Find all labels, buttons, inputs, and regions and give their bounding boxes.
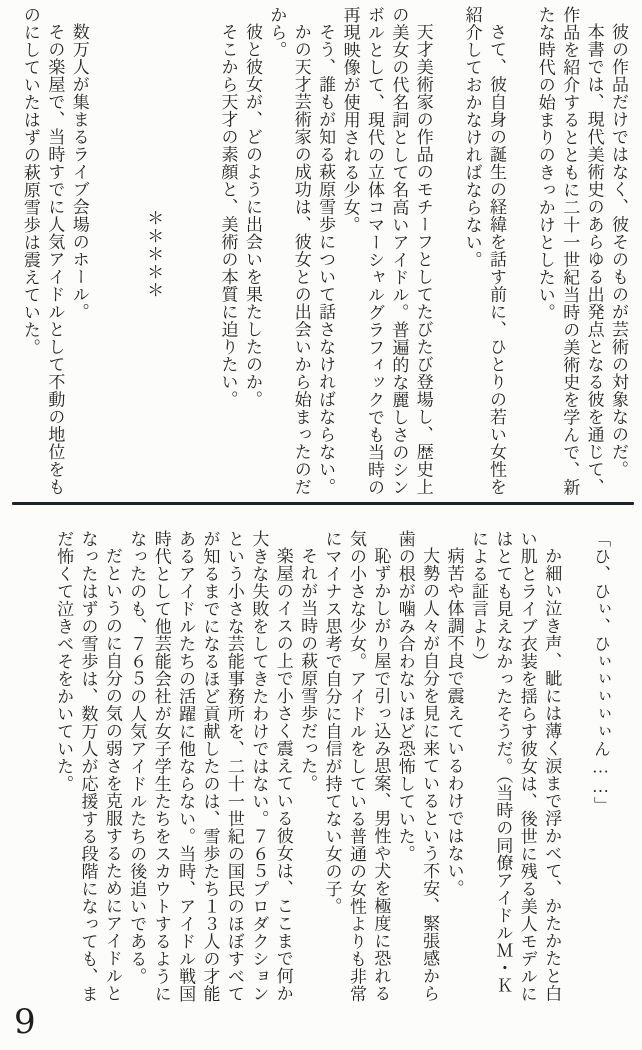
paragraph: 楽屋のイスの上で小さく震えている彼女は、ここまで何か大きな失敗をしてきたわけではない。７６５プロダクションという小さな芸能事務所を、二十一世紀の国民のほぼすべてが知るまでになるほど貢献したのは、雪歩たち１３人の才能あるアイドルたちの活躍に他ならない。当時、アイドル戦国時代として他芸能会社が女子学生たちをスカウトするようになったのも、７６５の人気アイドルたちの後追いである。 <box>127 530 293 1003</box>
paragraph: 彼と彼女が、どのように出会いを果たしたのか。 <box>242 23 262 408</box>
paragraph: 天才美術家の作品のモチーフとしてたびたび登場し、歴史上の美女の代名詞として名高いアイドル。普遍的な麗しさのシンボルとして、現代の立体コマーシャルグラフィックでも当時の再現映像が使用される少女。 <box>340 6 433 496</box>
paragraph: そう、誰もが知る萩原雪歩について話さなければならない。 <box>316 23 336 496</box>
paragraph: 彼の作品だけではなく、彼そのものが芸術の対象なのだ。 <box>609 23 628 478</box>
dialogue-line: 「ひ、ひぃ、ひぃぃぃぃぃん……」 <box>591 530 610 814</box>
paragraph: そこから天才の素顔と、美術の本質に迫りたい。 <box>218 23 238 408</box>
paragraph: だというのに自分の気の弱さを克服するためにアイドルとなったはずの雪歩は、数万人が応援する段階になっても、まだ怖くて泣きべそをかいていた。 <box>54 530 122 1003</box>
paragraph: 大勢の人々が自分を見に来ているという不安、緊張感から歯の根が噛み合わないほど恐怖していた。 <box>395 530 440 1002</box>
paragraph: かの天才芸術家の成功は、彼女との出会いから始まったのだから。 <box>267 6 311 496</box>
paragraph: さて、彼自身の誕生の経緯を話す前に、ひとりの若い女性を紹介しておかなければならない。 <box>462 6 506 496</box>
paragraph: その楽屋で、当時すでに人気アイドルとして不動の地位をものにしていたはずの萩原雪歩は震えていた。 <box>20 6 65 496</box>
paragraph: それが当時の萩原雪歩だった。 <box>298 547 318 792</box>
top-text-block <box>18 6 631 500</box>
section-separator: ＊＊＊＊＊ <box>144 209 164 299</box>
bottom-text-block <box>51 530 612 1006</box>
page-number: 9 <box>14 1002 36 1042</box>
paragraph: 恥ずかしがり屋で引っ込み思案、男性や犬を極度に恐れる気の小さな少女。アイドルをしている普通の女性よりも非常にマイナス思考で自分に自信が持てない女の子。 <box>322 530 391 1003</box>
paragraph: 数万人が集まるライブ会場のホール。 <box>69 23 89 321</box>
paragraph: 本書では、現代美術史のあらゆる出発点となる彼を通じて、作品を紹介するとともに二十一世紀当時の美術史を学んで、新たな時代の始まりのきっかけとしたい。 <box>535 6 604 496</box>
paragraph: 病苦や体調不良で震えているわけではない。 <box>444 547 464 897</box>
section-divider <box>12 502 634 505</box>
paragraph: か細い泣き声、眦には薄く涙まで浮かべて、かたかたと白い肌とライブ衣装を揺らす彼女は、後世に残る美人モデルにはとても見えなかったそうだ。（当時の同僚アイドルＭ・Ｋによる証言より） <box>468 530 562 1003</box>
